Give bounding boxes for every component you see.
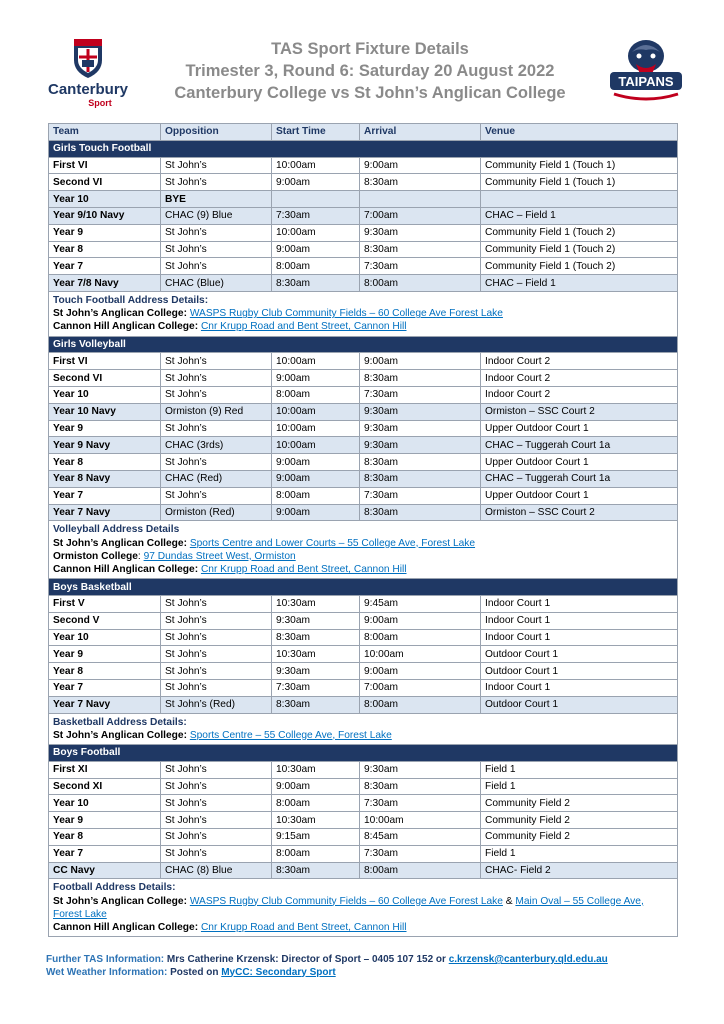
venue-cell: Community Field 1 (Touch 1) bbox=[481, 157, 678, 174]
opposition-cell: St John’s bbox=[161, 353, 272, 370]
team-cell: Year 10 bbox=[49, 629, 161, 646]
team-cell: Year 7 bbox=[49, 845, 161, 862]
fixture-row bbox=[49, 646, 678, 663]
start-time-cell: 10:00am bbox=[272, 437, 360, 454]
opposition-cell: CHAC (9) Blue bbox=[161, 207, 272, 224]
opposition-cell: St John’s bbox=[161, 828, 272, 845]
column-header-start-time: Start Time bbox=[272, 124, 360, 141]
team-cell: Year 8 bbox=[49, 663, 161, 680]
arrival-cell: 9:30am bbox=[360, 420, 481, 437]
address-joiner: & bbox=[502, 895, 516, 907]
footer-wet-label: Wet Weather Information: bbox=[46, 966, 168, 978]
team-cell: Year 10 bbox=[49, 795, 161, 812]
opposition-cell: St John’s bbox=[161, 258, 272, 275]
venue-cell: Upper Outdoor Court 1 bbox=[481, 454, 678, 471]
canterbury-sport-logo bbox=[40, 36, 136, 112]
fixture-row bbox=[49, 157, 678, 174]
address-map-link[interactable]: Cnr Krupp Road and Bent Street, Cannon Hill bbox=[200, 921, 407, 933]
start-time-cell: 8:30am bbox=[272, 862, 360, 879]
column-header-team: Team bbox=[49, 124, 161, 141]
venue-cell: Community Field 1 (Touch 2) bbox=[481, 224, 678, 241]
fixture-row bbox=[49, 761, 678, 778]
address-school-label: Cannon Hill Anglican College: bbox=[53, 563, 199, 575]
svg-text:Canterbury: Canterbury bbox=[47, 81, 129, 98]
column-header-opposition: Opposition bbox=[161, 124, 272, 141]
table-header-row bbox=[49, 124, 678, 141]
start-time-cell: 7:30am bbox=[272, 207, 360, 224]
address-map-link[interactable]: 97 Dundas Street West, Ormiston bbox=[143, 550, 296, 562]
team-cell: Year 10 Navy bbox=[49, 403, 161, 420]
opposition-cell: St John’s (Red) bbox=[161, 696, 272, 713]
address-school-label: St John’s Anglican College: bbox=[53, 729, 187, 741]
start-time-cell: 9:15am bbox=[272, 828, 360, 845]
venue-cell: CHAC – Tuggerah Court 1a bbox=[481, 470, 678, 487]
start-time-cell: 8:00am bbox=[272, 386, 360, 403]
fixture-row bbox=[49, 795, 678, 812]
address-school-label: St John’s Anglican College: bbox=[53, 308, 187, 320]
address-line bbox=[53, 307, 673, 320]
fixture-row bbox=[49, 612, 678, 629]
start-time-cell: 10:30am bbox=[272, 646, 360, 663]
arrival-cell: 9:00am bbox=[360, 157, 481, 174]
venue-cell: Indoor Court 2 bbox=[481, 386, 678, 403]
fixture-row bbox=[49, 454, 678, 471]
opposition-cell: St John’s bbox=[161, 224, 272, 241]
address-details-row bbox=[49, 713, 678, 744]
address-map-link[interactable]: Cnr Krupp Road and Bent Street, Cannon Hill bbox=[200, 563, 407, 575]
arrival-cell: 7:30am bbox=[360, 845, 481, 862]
start-time-cell: 9:30am bbox=[272, 612, 360, 629]
opposition-cell: St John’s bbox=[161, 795, 272, 812]
arrival-cell: 7:30am bbox=[360, 386, 481, 403]
fixture-row bbox=[49, 224, 678, 241]
start-time-cell: 9:00am bbox=[272, 370, 360, 387]
venue-cell: Indoor Court 1 bbox=[481, 595, 678, 612]
team-cell: Year 7 bbox=[49, 258, 161, 275]
opposition-cell: CHAC (8) Blue bbox=[161, 862, 272, 879]
team-cell: Year 9 bbox=[49, 224, 161, 241]
team-cell: Year 9 Navy bbox=[49, 437, 161, 454]
taipans-logo bbox=[606, 34, 686, 106]
opposition-cell: St John’s bbox=[161, 157, 272, 174]
team-cell: Year 8 bbox=[49, 454, 161, 471]
column-header-venue: Venue bbox=[481, 124, 678, 141]
arrival-cell: 8:00am bbox=[360, 275, 481, 292]
address-school-label: St John’s Anglican College: bbox=[53, 537, 187, 549]
fixture-row bbox=[49, 437, 678, 454]
team-cell: Year 9 bbox=[49, 646, 161, 663]
page-header bbox=[0, 0, 724, 120]
start-time-cell: 10:00am bbox=[272, 353, 360, 370]
venue-cell: Community Field 2 bbox=[481, 795, 678, 812]
fixture-row bbox=[49, 679, 678, 696]
arrival-cell: 8:30am bbox=[360, 470, 481, 487]
arrival-cell: 7:30am bbox=[360, 258, 481, 275]
arrival-cell: 9:45am bbox=[360, 595, 481, 612]
arrival-cell: 7:00am bbox=[360, 207, 481, 224]
address-details bbox=[49, 291, 678, 336]
team-cell: Year 8 Navy bbox=[49, 470, 161, 487]
venue-cell: Ormiston – SSC Court 2 bbox=[481, 504, 678, 521]
team-cell: Year 10 bbox=[49, 191, 161, 208]
title-line-1: TAS Sport Fixture Details bbox=[271, 40, 469, 58]
section-title: Girls Volleyball bbox=[49, 336, 678, 353]
fixture-row bbox=[49, 862, 678, 879]
footer-email-link[interactable]: c.krzensk@canterbury.qld.edu.au bbox=[448, 954, 608, 965]
arrival-cell: 10:00am bbox=[360, 812, 481, 829]
address-details-row bbox=[49, 879, 678, 937]
arrival-cell: 8:00am bbox=[360, 696, 481, 713]
address-line bbox=[53, 729, 673, 742]
opposition-cell: St John’s bbox=[161, 646, 272, 663]
fixture-row bbox=[49, 241, 678, 258]
team-cell: Year 7/8 Navy bbox=[49, 275, 161, 292]
venue-cell: Indoor Court 2 bbox=[481, 370, 678, 387]
arrival-cell: 8:30am bbox=[360, 454, 481, 471]
address-details bbox=[49, 713, 678, 744]
address-line bbox=[53, 320, 673, 333]
title-line-2: Trimester 3, Round 6: Saturday 20 August 2022 bbox=[185, 62, 555, 80]
address-separator: : bbox=[137, 550, 144, 562]
arrival-cell: 9:30am bbox=[360, 224, 481, 241]
start-time-cell: 8:30am bbox=[272, 629, 360, 646]
opposition-cell: St John’s bbox=[161, 778, 272, 795]
section-title: Boys Basketball bbox=[49, 579, 678, 596]
footer-tas-label: Further TAS Information: bbox=[46, 954, 165, 965]
fixture-row bbox=[49, 353, 678, 370]
opposition-cell: St John’s bbox=[161, 420, 272, 437]
team-cell: Second XI bbox=[49, 778, 161, 795]
section-header-row bbox=[49, 336, 678, 353]
venue-cell: Outdoor Court 1 bbox=[481, 646, 678, 663]
arrival-cell: 8:00am bbox=[360, 629, 481, 646]
arrival-cell: 8:30am bbox=[360, 370, 481, 387]
arrival-cell: 9:00am bbox=[360, 612, 481, 629]
address-line bbox=[53, 537, 673, 550]
title-line-3: Canterbury College vs St John’s Anglican College bbox=[174, 84, 566, 102]
venue-cell bbox=[481, 191, 678, 208]
venue-cell: CHAC – Tuggerah Court 1a bbox=[481, 437, 678, 454]
team-cell: CC Navy bbox=[49, 862, 161, 879]
start-time-cell: 8:00am bbox=[272, 487, 360, 504]
team-cell: First VI bbox=[49, 353, 161, 370]
fixture-row bbox=[49, 812, 678, 829]
footer-tas-text: Mrs Catherine Krzensk: Director of Sport – 0405 107 152 or bbox=[166, 954, 446, 965]
opposition-cell: St John’s bbox=[161, 629, 272, 646]
address-map-link[interactable]: Cnr Krupp Road and Bent Street, Cannon Hill bbox=[200, 321, 407, 333]
address-details-title: Touch Football Address Details: bbox=[53, 294, 209, 306]
venue-cell: Indoor Court 1 bbox=[481, 679, 678, 696]
team-cell: First VI bbox=[49, 157, 161, 174]
arrival-cell: 8:30am bbox=[360, 504, 481, 521]
address-details bbox=[49, 521, 678, 579]
start-time-cell: 7:30am bbox=[272, 679, 360, 696]
arrival-cell: 8:00am bbox=[360, 862, 481, 879]
opposition-cell: BYE bbox=[161, 191, 272, 208]
team-cell: Year 8 bbox=[49, 828, 161, 845]
address-school-label: Cannon Hill Anglican College: bbox=[53, 321, 199, 333]
team-cell: Second VI bbox=[49, 370, 161, 387]
address-details-row bbox=[49, 291, 678, 336]
address-school-label: Ormiston College bbox=[53, 550, 138, 562]
opposition-cell: St John’s bbox=[161, 845, 272, 862]
fixture-row bbox=[49, 845, 678, 862]
fixture-row bbox=[49, 470, 678, 487]
arrival-cell: 9:00am bbox=[360, 353, 481, 370]
address-details bbox=[49, 879, 678, 937]
team-cell: Year 9 bbox=[49, 420, 161, 437]
team-cell: Second V bbox=[49, 612, 161, 629]
venue-cell: Indoor Court 1 bbox=[481, 612, 678, 629]
fixture-row bbox=[49, 370, 678, 387]
footer-tas-info bbox=[46, 954, 686, 967]
opposition-cell: St John’s bbox=[161, 241, 272, 258]
column-header-arrival: Arrival bbox=[360, 124, 481, 141]
start-time-cell: 9:00am bbox=[272, 241, 360, 258]
address-details-title: Volleyball Address Details bbox=[53, 524, 180, 536]
fixture-row bbox=[49, 778, 678, 795]
start-time-cell: 8:30am bbox=[272, 696, 360, 713]
svg-text:TAIPANS: TAIPANS bbox=[618, 74, 674, 89]
fixture-row bbox=[49, 403, 678, 420]
page-title bbox=[150, 38, 590, 104]
opposition-cell: St John’s bbox=[161, 370, 272, 387]
section-header-row bbox=[49, 744, 678, 761]
team-cell: Year 9 bbox=[49, 812, 161, 829]
team-cell: Year 9/10 Navy bbox=[49, 207, 161, 224]
opposition-cell: Ormiston (9) Red bbox=[161, 403, 272, 420]
arrival-cell: 9:00am bbox=[360, 663, 481, 680]
start-time-cell: 9:00am bbox=[272, 504, 360, 521]
fixture-row bbox=[49, 191, 678, 208]
opposition-cell: St John’s bbox=[161, 663, 272, 680]
arrival-cell: 7:00am bbox=[360, 679, 481, 696]
start-time-cell: 9:00am bbox=[272, 454, 360, 471]
start-time-cell: 9:00am bbox=[272, 174, 360, 191]
fixture-table bbox=[48, 123, 678, 937]
arrival-cell: 8:30am bbox=[360, 778, 481, 795]
start-time-cell: 10:00am bbox=[272, 157, 360, 174]
fixture-row bbox=[49, 258, 678, 275]
venue-cell: Community Field 1 (Touch 2) bbox=[481, 241, 678, 258]
footer-mycc-link[interactable]: MyCC: Secondary Sport bbox=[221, 966, 336, 978]
start-time-cell: 10:30am bbox=[272, 812, 360, 829]
team-cell: First XI bbox=[49, 761, 161, 778]
venue-cell: Field 1 bbox=[481, 778, 678, 795]
team-cell: Year 7 bbox=[49, 487, 161, 504]
venue-cell: CHAC – Field 1 bbox=[481, 275, 678, 292]
fixture-row bbox=[49, 386, 678, 403]
section-title: Boys Football bbox=[49, 744, 678, 761]
arrival-cell: 9:30am bbox=[360, 437, 481, 454]
team-cell: First V bbox=[49, 595, 161, 612]
address-line bbox=[53, 921, 673, 934]
section-header-row bbox=[49, 140, 678, 157]
opposition-cell: St John’s bbox=[161, 454, 272, 471]
address-map-link[interactable]: WASPS Rugby Club Community Fields – 60 College Ave Forest Lake bbox=[189, 308, 503, 320]
opposition-cell: St John’s bbox=[161, 386, 272, 403]
venue-cell: Community Field 1 (Touch 2) bbox=[481, 258, 678, 275]
address-details-title: Basketball Address Details: bbox=[53, 716, 187, 728]
fixture-row bbox=[49, 828, 678, 845]
arrival-cell bbox=[360, 191, 481, 208]
arrival-cell: 8:45am bbox=[360, 828, 481, 845]
opposition-cell: St John’s bbox=[161, 174, 272, 191]
arrival-cell: 8:30am bbox=[360, 174, 481, 191]
opposition-cell: St John’s bbox=[161, 812, 272, 829]
venue-cell: Upper Outdoor Court 1 bbox=[481, 487, 678, 504]
fixture-row bbox=[49, 174, 678, 191]
venue-cell: Ormiston – SSC Court 2 bbox=[481, 403, 678, 420]
venue-cell: Outdoor Court 1 bbox=[481, 663, 678, 680]
start-time-cell: 9:00am bbox=[272, 778, 360, 795]
arrival-cell: 10:00am bbox=[360, 646, 481, 663]
arrival-cell: 7:30am bbox=[360, 795, 481, 812]
team-cell: Year 8 bbox=[49, 241, 161, 258]
address-details-title: Football Address Details: bbox=[53, 882, 176, 894]
venue-cell: Indoor Court 1 bbox=[481, 629, 678, 646]
start-time-cell: 10:00am bbox=[272, 420, 360, 437]
fixture-row bbox=[49, 595, 678, 612]
start-time-cell: 10:30am bbox=[272, 761, 360, 778]
section-header-row bbox=[49, 579, 678, 596]
opposition-cell: St John’s bbox=[161, 612, 272, 629]
arrival-cell: 9:30am bbox=[360, 403, 481, 420]
team-cell: Year 7 Navy bbox=[49, 504, 161, 521]
fixture-row bbox=[49, 207, 678, 224]
opposition-cell: Ormiston (Red) bbox=[161, 504, 272, 521]
address-school-label: Cannon Hill Anglican College: bbox=[53, 921, 199, 933]
venue-cell: Outdoor Court 1 bbox=[481, 696, 678, 713]
opposition-cell: St John’s bbox=[161, 761, 272, 778]
svg-text:Sport: Sport bbox=[88, 98, 112, 108]
start-time-cell: 8:00am bbox=[272, 795, 360, 812]
fixture-row bbox=[49, 420, 678, 437]
team-cell: Year 10 bbox=[49, 386, 161, 403]
venue-cell: Community Field 1 (Touch 1) bbox=[481, 174, 678, 191]
section-title: Girls Touch Football bbox=[49, 140, 678, 157]
arrival-cell: 9:30am bbox=[360, 761, 481, 778]
start-time-cell: 8:00am bbox=[272, 845, 360, 862]
start-time-cell: 8:00am bbox=[272, 258, 360, 275]
opposition-cell: CHAC (Red) bbox=[161, 470, 272, 487]
opposition-cell: St John’s bbox=[161, 595, 272, 612]
opposition-cell: CHAC (Blue) bbox=[161, 275, 272, 292]
start-time-cell: 9:30am bbox=[272, 663, 360, 680]
opposition-cell: CHAC (3rds) bbox=[161, 437, 272, 454]
team-cell: Year 7 bbox=[49, 679, 161, 696]
venue-cell: Field 1 bbox=[481, 845, 678, 862]
fixture-row bbox=[49, 629, 678, 646]
address-map-link[interactable]: Sports Centre and Lower Courts – 55 College Ave, Forest Lake bbox=[189, 537, 476, 549]
venue-cell: Community Field 2 bbox=[481, 812, 678, 829]
fixture-row bbox=[49, 504, 678, 521]
start-time-cell: 10:00am bbox=[272, 403, 360, 420]
start-time-cell bbox=[272, 191, 360, 208]
opposition-cell: St John’s bbox=[161, 679, 272, 696]
footer bbox=[46, 954, 686, 979]
footer-wet-weather bbox=[46, 967, 686, 980]
start-time-cell: 9:00am bbox=[272, 470, 360, 487]
fixture-row bbox=[49, 663, 678, 680]
fixture-row bbox=[49, 696, 678, 713]
fixture-row bbox=[49, 487, 678, 504]
start-time-cell: 10:00am bbox=[272, 224, 360, 241]
team-cell: Year 7 Navy bbox=[49, 696, 161, 713]
venue-cell: Field 1 bbox=[481, 761, 678, 778]
arrival-cell: 7:30am bbox=[360, 487, 481, 504]
address-line bbox=[53, 895, 673, 921]
arrival-cell: 8:30am bbox=[360, 241, 481, 258]
address-map-link[interactable]: Main Oval – 55 College Ave, Forest Lake bbox=[53, 895, 644, 920]
fixture-row bbox=[49, 275, 678, 292]
address-line bbox=[53, 550, 673, 563]
address-school-label: St John’s Anglican College: bbox=[53, 895, 187, 907]
start-time-cell: 10:30am bbox=[272, 595, 360, 612]
address-line bbox=[53, 563, 673, 576]
venue-cell: Community Field 2 bbox=[481, 828, 678, 845]
opposition-cell: St John’s bbox=[161, 487, 272, 504]
address-details-row bbox=[49, 521, 678, 579]
team-cell: Second VI bbox=[49, 174, 161, 191]
start-time-cell: 8:30am bbox=[272, 275, 360, 292]
venue-cell: CHAC – Field 1 bbox=[481, 207, 678, 224]
venue-cell: CHAC- Field 2 bbox=[481, 862, 678, 879]
address-map-link[interactable]: Sports Centre – 55 College Ave, Forest Lake bbox=[189, 729, 392, 741]
footer-wet-text: Posted on bbox=[170, 966, 219, 978]
venue-cell: Upper Outdoor Court 1 bbox=[481, 420, 678, 437]
venue-cell: Indoor Court 2 bbox=[481, 353, 678, 370]
address-map-link[interactable]: WASPS Rugby Club Community Fields – 60 College Ave Forest Lake bbox=[189, 895, 503, 907]
